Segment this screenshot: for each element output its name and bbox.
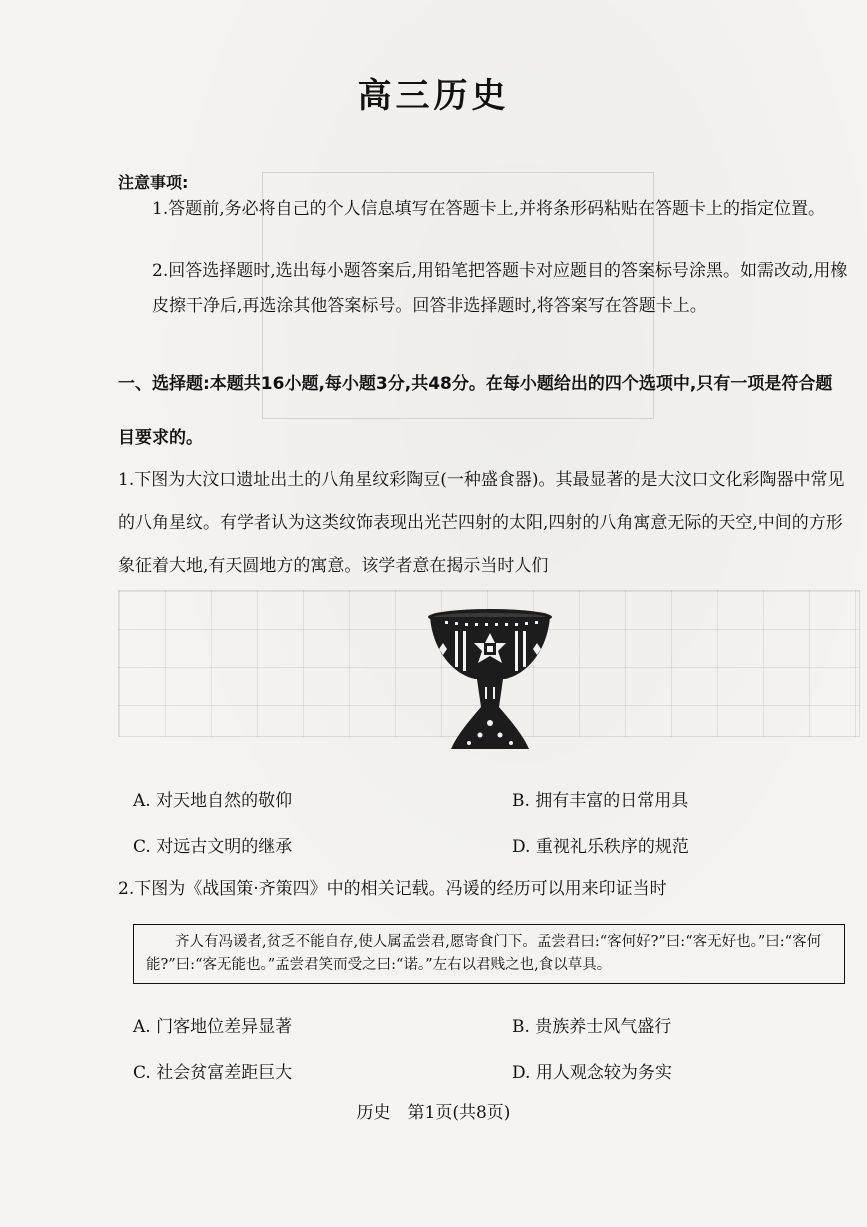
q1-option-b: B. 拥有丰富的日常用具 — [512, 791, 689, 811]
page-title: 高三历史 — [357, 76, 510, 116]
question-1-stem: 1.下图为大汶口遗址出土的八角星纹彩陶豆(一种盛食器)。其最显著的是大汶口文化彩陶器中常见的八角星纹。有学者认为这类纹饰表现出光芒四射的太阳,四射的八角寓意无际的天空,中间的方形象征着大地,有天圆地方的寓意。该学者意在揭示当时人们 — [118, 470, 845, 576]
notice-item-1: 1.答题前,务必将自己的个人信息填写在答题卡上,并将条形码粘贴在答题卡上的指定位置。 — [152, 199, 826, 219]
q1-option-d: D. 重视礼乐秩序的规范 — [512, 837, 689, 857]
section-heading: 一、选择题:本题共16小题,每小题3分,共48分。在每小题给出的四个选项中,只有一项是符合题目要求的。 — [118, 374, 833, 448]
pottery-dou-image — [425, 603, 555, 753]
q1-option-a: A. 对天地自然的敬仰 — [133, 791, 293, 811]
q2-option-c: C. 社会贫富差距巨大 — [133, 1063, 293, 1083]
question-2-stem: 2.下图为《战国策·齐策四》中的相关记载。冯谖的经历可以用来印证当时 — [118, 879, 667, 899]
q2-quote-box: 齐人有冯谖者,贫乏不能自存,使人属孟尝君,愿寄食门下。孟尝君曰:“客何好?”曰:“客无好也。”曰:“客何能?”曰:“客无能也。”孟尝君笑而受之曰:“诺。”左右以君贱之也,食以草具。 — [133, 924, 845, 984]
q2-option-a: A. 门客地位差异显著 — [133, 1017, 293, 1037]
notice-heading: 注意事项: — [118, 173, 189, 192]
q1-option-c: C. 对远古文明的继承 — [133, 837, 293, 857]
page-footer: 历史 第1页(共8页) — [356, 1103, 511, 1123]
notice-item-2: 2.回答选择题时,选出每小题答案后,用铅笔把答题卡对应题目的答案标号涂黑。如需改动,用橡皮擦干净后,再选涂其他答案标号。回答非选择题时,将答案写在答题卡上。 — [152, 261, 848, 316]
q2-option-d: D. 用人观念较为务实 — [512, 1063, 672, 1083]
q2-option-b: B. 贵族养士风气盛行 — [512, 1017, 672, 1037]
